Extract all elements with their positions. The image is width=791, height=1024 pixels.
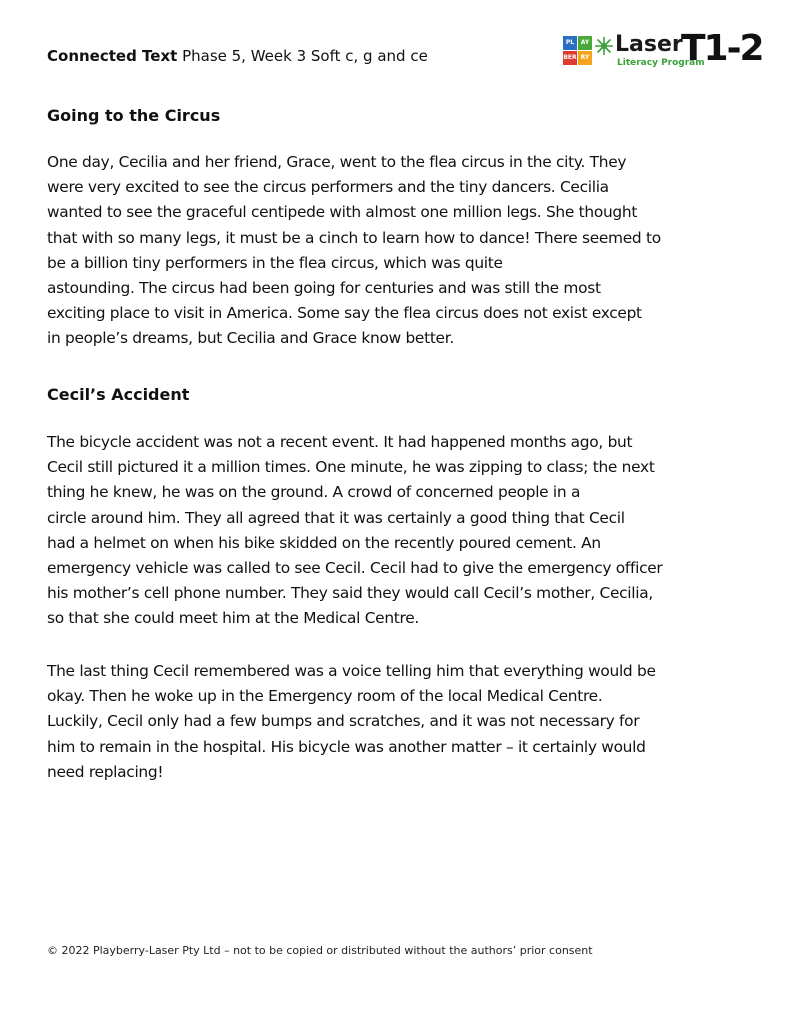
text-line: circle around him. They all agreed that it was certainly a good thing that Cecil: [47, 508, 625, 527]
header-line: [47, 47, 428, 65]
text-line: him to remain in the hospital. His bicycle was another matter – it certainly would: [47, 737, 646, 756]
section-title-accident: Cecil’s Accident: [47, 385, 190, 404]
text-line: astounding. The circus had been going for centuries and was still the most: [47, 279, 601, 298]
logo-level: T1-2: [681, 28, 763, 69]
text-line: that with so many legs, it must be a cinch to learn how to dance! There seemed to: [47, 228, 661, 247]
text-line: okay. Then he woke up in the Emergency room of the local Medical Centre.: [47, 687, 603, 706]
text-line: thing he knew, he was on the ground. A crowd of concerned people in a: [47, 483, 581, 502]
text-line: Luckily, Cecil only had a few bumps and scratches, and it was not necessary for: [47, 712, 640, 731]
logo-block-1: PL: [563, 36, 577, 50]
logo-subtitle: Literacy Program: [617, 58, 705, 68]
text-line: be a billion tiny performers in the flea circus, which was quite: [47, 253, 503, 272]
text-line: were very excited to see the circus performers and the tiny dancers. Cecilia: [47, 178, 609, 197]
text-line: Cecil still pictured it a million times. One minute, he was zipping to class; the next: [47, 458, 655, 477]
text-line: The last thing Cecil remembered was a voice telling him that everything would be: [47, 662, 656, 680]
text-line: had a helmet on when his bike skidded on the recently poured cement. An: [47, 533, 601, 552]
text-line: wanted to see the graceful centipede with almost one million legs. She thought: [47, 203, 638, 222]
text-line: The bicycle accident was not a recent event. It had happened months ago, but: [47, 433, 633, 451]
text-line: exciting place to visit in America. Some say the flea circus does not exist except: [47, 304, 642, 323]
laser-burst-icon: [594, 36, 614, 56]
laser-logo: [563, 28, 763, 74]
text-line: his mother’s cell phone number. They said they would call Cecil’s mother, Cecilia,: [47, 584, 653, 603]
text-line: emergency vehicle was called to see Cecil. Cecil had to give the emergency officer: [47, 559, 663, 578]
text-line: One day, Cecilia and her friend, Grace, went to the flea circus in the city. They: [47, 153, 627, 171]
playberry-blocks-logo: [563, 36, 593, 66]
logo-wordmark: Laser: [615, 32, 683, 57]
paragraph-accident-1: [47, 430, 757, 632]
text-line: need replacing!: [47, 762, 164, 781]
copyright-footer: © 2022 Playberry-Laser Pty Ltd – not to be copied or distributed without the authors’ prior consent: [47, 944, 593, 957]
text-line: so that she could meet him at the Medical Centre.: [47, 609, 419, 628]
header-label-bold: Connected Text: [47, 47, 178, 65]
paragraph-circus: [47, 150, 757, 352]
text-line: in people’s dreams, but Cecilia and Grace know better.: [47, 329, 454, 348]
header-label-rest: Phase 5, Week 3 Soft c, g and ce: [177, 47, 428, 65]
logo-block-2: AY: [578, 36, 592, 50]
logo-block-4: RY: [578, 51, 592, 65]
paragraph-accident-2: [47, 659, 757, 785]
logo-block-3: BER: [563, 51, 577, 65]
section-title-circus: Going to the Circus: [47, 106, 221, 125]
